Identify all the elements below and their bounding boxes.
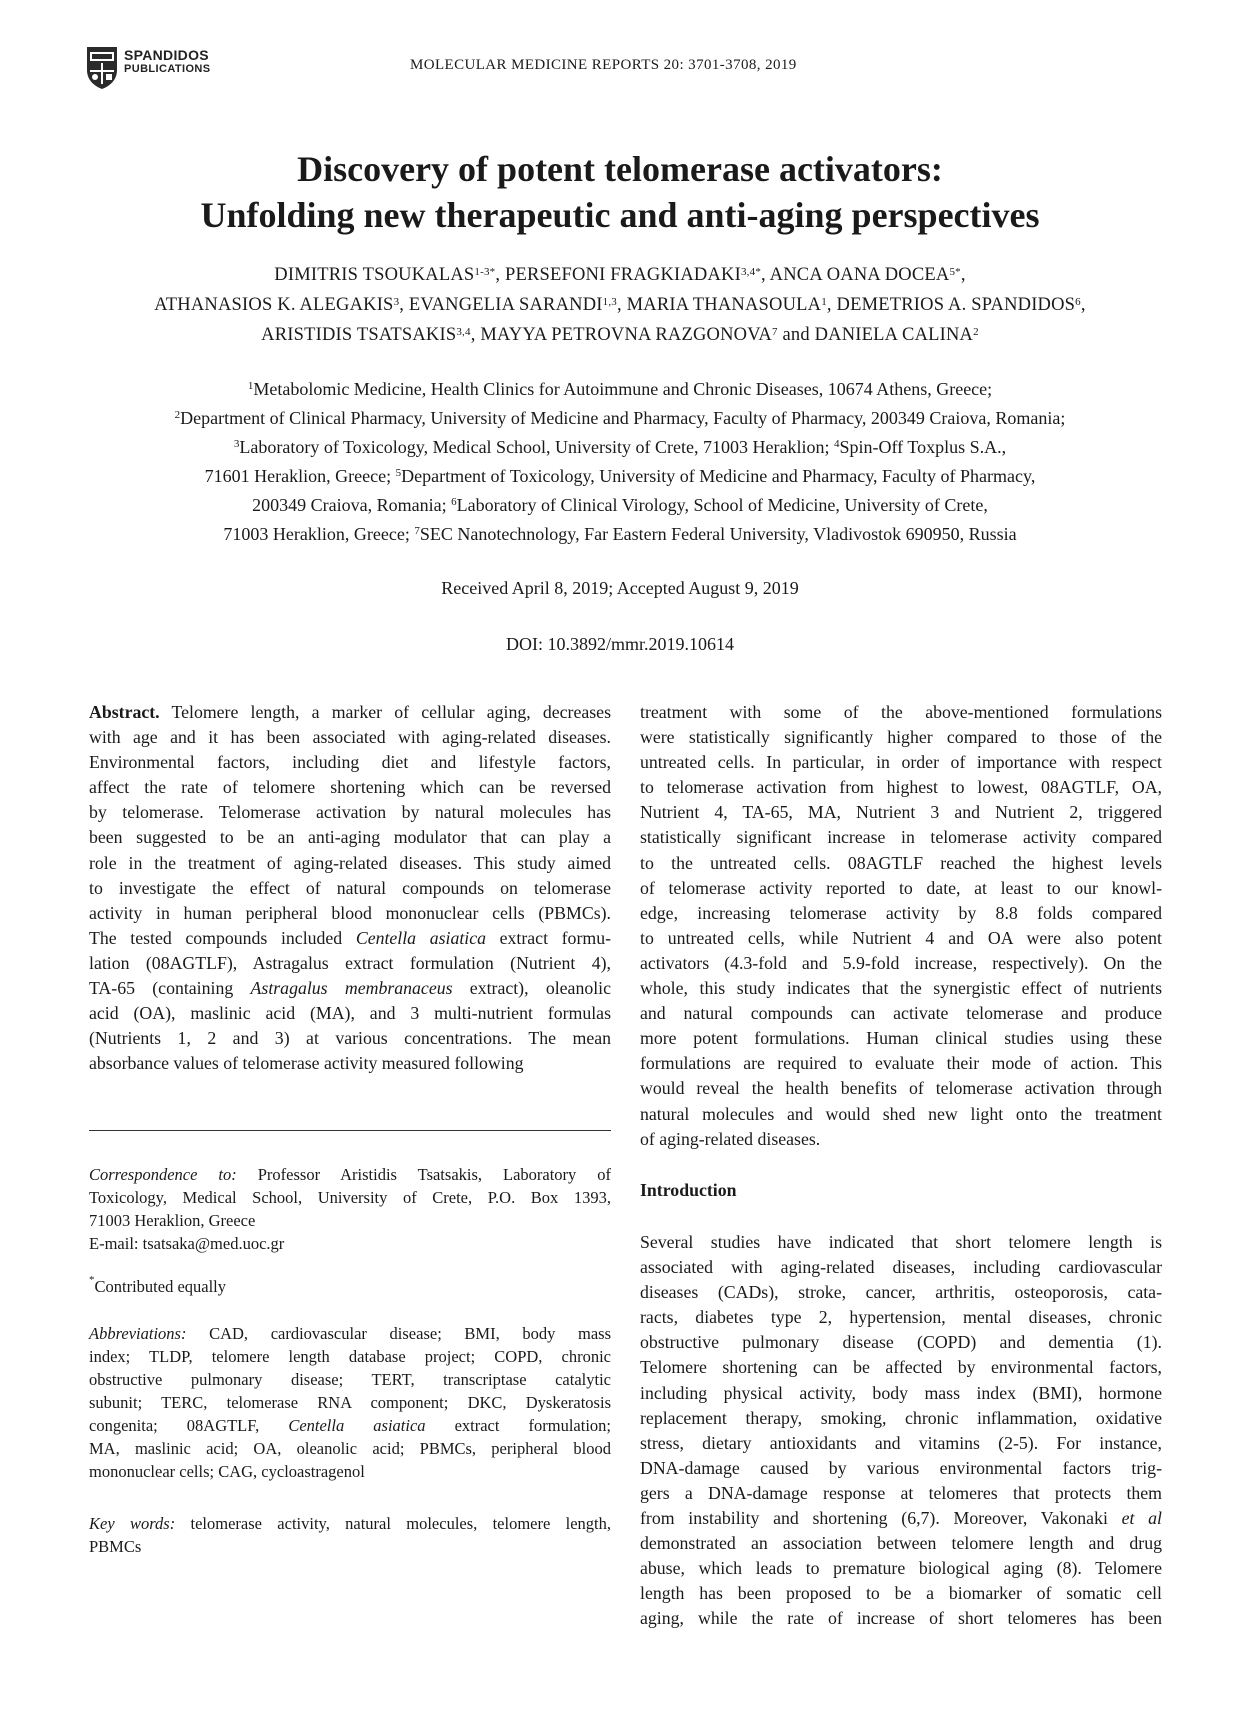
text-line: edge, increasing telomerase activity by 8.8 folds compared <box>640 902 1162 923</box>
text-line: of aging-related diseases. <box>640 1128 821 1149</box>
text-line: DIMITRIS $TSOUKALAS^{1-3*}$, PERSEFONI $FRAGKIADAKI^{3,4*}$, ANCA OANA $DOCEA^{5*}$, <box>274 265 966 285</box>
text-line: obstructive pulmonary disease (COPD) and dementia (1). <box>640 1332 1162 1353</box>
introduction-body <box>640 1230 1162 1632</box>
text-line: stress, dietary antioxidants and vitamins (2-5). For instance, <box>640 1432 1162 1453</box>
text-line: associated with aging-related diseases, including cardiovascular <box>640 1257 1162 1278</box>
text-line: from instability and shortening (6,7). Moreover, Vakonaki et al <box>640 1508 1163 1529</box>
text-line: MA, maslinic acid; OA, oleanolic acid; PBMCs, peripheral blood <box>89 1439 611 1458</box>
text-line: Environmental factors, including diet and lifestyle factors, <box>89 752 611 773</box>
text-line: formulations are required to evaluate their mode of action. This <box>640 1053 1162 1074</box>
text-line: activity in human peripheral blood mononuclear cells (PBMCs). <box>89 902 611 923</box>
text-line: DNA-damage caused by various environmental factors trig- <box>640 1457 1162 1478</box>
title-line-2: Unfolding new therapeutic and anti-aging perspectives <box>200 195 1040 235</box>
text-line: to untreated cells, while Nutrient 4 and OA were also potent <box>640 927 1162 948</box>
text-line: Several studies have indicated that short telomere length is <box>640 1232 1162 1252</box>
text-line: $^1$Metabolomic Medicine, Health Clinics for Autoimmune and Chronic Diseases, 10674 Athens, Greece; <box>247 379 993 399</box>
text-line: Telomere shortening can be affected by environmental factors, <box>640 1357 1162 1378</box>
text-line: with age and it has been associated with aging-related diseases. <box>89 727 611 748</box>
text-line: obstructive pulmonary disease; TERT, transcriptase catalytic <box>89 1370 611 1389</box>
abstract-right <box>640 700 1162 1152</box>
text-line: more potent formulations. Human clinical studies using these <box>640 1028 1162 1049</box>
text-line: aging, while the rate of increase of short telomeres has been <box>640 1608 1162 1629</box>
text-line: (Nutrients 1, 2 and 3) at various concentrations. The mean <box>89 1028 611 1049</box>
text-line: including physical activity, body mass index (BMI), hormone <box>640 1382 1162 1403</box>
text-line: were statistically significantly higher compared to those of the <box>640 727 1162 748</box>
shield-icon <box>84 44 120 90</box>
text-line: ARISTIDIS TSATSAKIS$^{3,4}$, MAYYA PETROVNA RAZGONOVA$^7$ and DANIELA CALINA$^2$ <box>261 325 979 345</box>
journal-header: MOLECULAR MEDICINE REPORTS 20: 3701-3708, 2019 <box>410 57 797 73</box>
text-line: to investigate the effect of natural compounds on telomerase <box>89 877 611 898</box>
text-line: Abstract. Telomere length, a marker of cellular aging, decreases <box>89 702 611 722</box>
text-line: length has been proposed to be a biomarker of somatic cell <box>640 1583 1162 1604</box>
text-line: to the untreated cells. 08AGTLF reached the highest levels <box>640 852 1162 873</box>
author-list <box>60 260 1180 350</box>
text-line: 71601 Heraklion, Greece; $^5$Department of Toxicology, University of Medicine and Pharmacy, Faculty of Pharmacy, <box>204 466 1036 486</box>
text-line: of telomerase activity reported to date, at least to our knowl- <box>640 877 1162 898</box>
text-line: activators (4.3-fold and 5.9-fold increase, respectively). On the <box>640 952 1162 973</box>
received-dates: Received April 8, 2019; Accepted August 9, 2019 <box>441 578 799 598</box>
publisher-name: SPANDIDOS <box>124 47 209 63</box>
section-heading-introduction: Introduction <box>640 1180 737 1200</box>
text-line: absorbance values of telomerase activity measured following <box>89 1053 524 1074</box>
text-line: Correspondence to: Professor Aristidis Tsatsakis, Laboratory of <box>89 1165 612 1184</box>
text-line: affect the rate of telomere shortening which can be reversed <box>89 777 611 798</box>
publisher-logo <box>84 44 244 92</box>
text-line: 71003 Heraklion, Greece; $^7$SEC Nanotechnology, Far Eastern Federal University, Vladivostok 690950, Russia <box>223 524 1017 544</box>
title-line-1: Discovery of potent telomerase activators: <box>297 149 943 189</box>
text-line: TA-65 (containing Astragalus membranaceus extract), oleanolic <box>89 978 611 999</box>
text-line: racts, diabetes type 2, hypertension, mental diseases, chronic <box>640 1307 1162 1328</box>
contributed-note: *Contributed equally <box>89 1274 227 1296</box>
text-line: 200349 Craiova, Romania; $^6$Laboratory of Clinical Virology, School of Medicine, University of Crete, <box>252 495 988 515</box>
text-line: lation (08AGTLF), Astragalus extract formulation (Nutrient 4), <box>89 952 611 973</box>
abbreviations <box>89 1322 611 1483</box>
text-line: gers a DNA-damage response at telomeres that protects them <box>640 1482 1162 1503</box>
text-line: abuse, which leads to premature biological aging (8). Telomere <box>640 1558 1162 1579</box>
text-line: Key words: telomerase activity, natural molecules, telomere length, <box>89 1514 611 1533</box>
affiliations <box>60 375 1180 549</box>
text-line: mononuclear cells; CAG, cycloastragenol <box>89 1462 365 1481</box>
text-line: statistically significant increase in telomerase activity compared <box>640 827 1162 848</box>
text-line: 71003 Heraklion, Greece <box>89 1211 256 1230</box>
text-line: natural molecules and would shed new light onto the treatment <box>640 1103 1162 1124</box>
text-line: The tested compounds included Centella asiatica extract formu- <box>89 927 612 948</box>
text-line: role in the treatment of aging-related diseases. This study aimed <box>89 852 611 873</box>
text-line: acid (OA), maslinic acid (MA), and 3 multi-nutrient formulas <box>89 1003 611 1024</box>
text-line: demonstrated an association between telomere length and drug <box>640 1533 1162 1554</box>
text-line: subunit; TERC, telomerase RNA component; DKC, Dyskeratosis <box>89 1393 611 1412</box>
text-line: E-mail: tsatsaka@med.uoc.gr <box>89 1234 285 1253</box>
text-line: by telomerase. Telomerase activation by natural molecules has <box>89 802 611 823</box>
doi: DOI: 10.3892/mmr.2019.10614 <box>506 634 734 654</box>
text-line: to telomerase activation from highest to lowest, 08AGTLF, OA, <box>640 777 1162 798</box>
abstract-left <box>89 700 611 1076</box>
text-line: index; TLDP, telomere length database project; COPD, chronic <box>89 1347 611 1366</box>
text-line: congenita; 08AGTLF, Centella asiatica extract formulation; <box>89 1416 612 1435</box>
paper-title <box>0 146 1240 238</box>
text-line: $^2$Department of Clinical Pharmacy, University of Medicine and Pharmacy, Faculty of Pharmacy, 200349 Craiova, Romania; <box>174 408 1066 428</box>
text-line: whole, this study indicates that the synergistic effect of nutrients <box>640 978 1162 999</box>
text-line: been suggested to be an anti-aging modulator that can play a <box>89 827 611 848</box>
text-line: Nutrient 4, TA-65, MA, Nutrient 3 and Nutrient 2, triggered <box>640 802 1162 823</box>
correspondence <box>89 1163 611 1255</box>
text-line: diseases (CADs), stroke, cancer, arthritis, osteoporosis, cata- <box>640 1282 1162 1303</box>
text-line: treatment with some of the above-mentioned formulations <box>640 702 1162 722</box>
text-line: Toxicology, Medical School, University of Crete, P.O. Box 1393, <box>89 1188 611 1207</box>
text-line: untreated cells. In particular, in order of importance with respect <box>640 752 1162 773</box>
footnote-divider <box>89 1130 611 1131</box>
text-line: replacement therapy, smoking, chronic inflammation, oxidative <box>640 1407 1162 1428</box>
text-line: PBMCs <box>89 1537 142 1556</box>
text-line: $^3$Laboratory of Toxicology, Medical School, University of Crete, 71003 Heraklion; $^4$Spin-Off Toxplus S.A., <box>233 437 1007 457</box>
text-line: Abbreviations: CAD, cardiovascular disease; BMI, body mass <box>89 1324 611 1343</box>
text-line: and natural compounds can activate telomerase and produce <box>640 1003 1162 1024</box>
text-line: would reveal the health benefits of telomerase activation through <box>640 1078 1162 1099</box>
publisher-sub: PUBLICATIONS <box>124 63 211 75</box>
text-line: ATHANASIOS K. ALEGAKIS$^3$, EVANGELIA SARANDI$^{1,3}$, MARIA THANASOULA$^1$, DEMETRIOS A. SPANDIDOS$^6$, <box>154 295 1086 315</box>
keywords <box>89 1512 611 1558</box>
